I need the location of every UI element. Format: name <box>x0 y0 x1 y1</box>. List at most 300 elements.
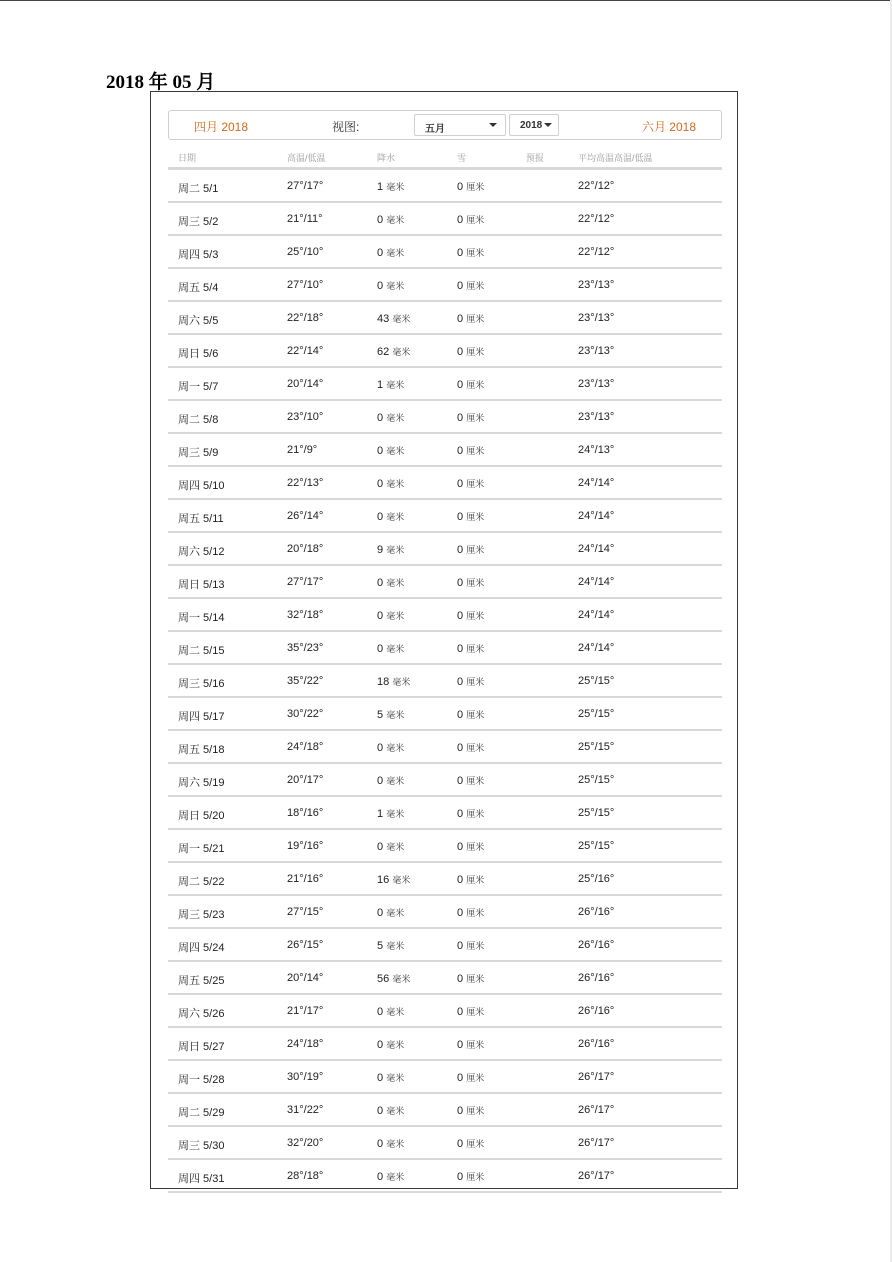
precipitation-value: 0 <box>377 445 384 457</box>
precipitation-cell <box>377 378 404 391</box>
precipitation-unit: 毫米 <box>386 446 405 456</box>
high-low-temp-value: 23°/10° <box>287 411 324 423</box>
high-low-temp-value: 20°/14° <box>287 378 324 390</box>
high-low-temp-value: 21°/9° <box>287 444 318 456</box>
precipitation-unit: 毫米 <box>386 578 405 588</box>
precipitation-cell <box>377 543 404 556</box>
day-date-value: 周四 5/17 <box>178 711 225 723</box>
high-low-temp-value: 24°/18° <box>287 1038 324 1050</box>
high-low-temp-value: 30°/19° <box>287 1071 324 1083</box>
precipitation-value: 0 <box>377 214 384 226</box>
snowfall-cell <box>457 675 484 688</box>
day-date-value: 周一 5/7 <box>178 381 219 393</box>
snowfall-unit: 厘米 <box>466 908 485 918</box>
precipitation-unit: 毫米 <box>386 1139 405 1149</box>
precipitation-cell <box>377 906 404 919</box>
table-row <box>168 269 722 302</box>
high-low-temp-cell <box>287 576 323 588</box>
day-date-cell <box>178 312 218 328</box>
average-high-low-cell <box>578 675 614 687</box>
day-date-cell <box>178 180 218 196</box>
average-high-low-cell <box>578 444 614 456</box>
snowfall-value: 0 <box>457 1105 464 1117</box>
precipitation-value: 0 <box>377 511 384 523</box>
precipitation-cell <box>377 972 410 985</box>
view-label: 视图: <box>332 120 360 134</box>
precipitation-value: 0 <box>377 577 384 589</box>
precipitation-value: 5 <box>377 709 384 721</box>
table-row <box>168 368 722 401</box>
calendar-toolbar <box>168 110 722 140</box>
day-date-cell <box>178 1137 224 1153</box>
day-date-cell <box>178 972 224 988</box>
precipitation-cell <box>377 510 404 523</box>
average-high-low-value: 26°/16° <box>578 972 615 984</box>
high-low-temp-value: 30°/22° <box>287 708 324 720</box>
high-low-temp-value: 26°/15° <box>287 939 324 951</box>
day-date-cell <box>178 642 224 658</box>
table-row <box>168 896 722 929</box>
snowfall-unit: 厘米 <box>466 875 485 885</box>
snowfall-cell <box>457 906 484 919</box>
snowfall-unit: 厘米 <box>466 941 485 951</box>
high-low-temp-value: 27°/10° <box>287 279 324 291</box>
snowfall-value: 0 <box>457 379 464 391</box>
month-select-value: 五月 <box>425 124 445 135</box>
table-row <box>168 566 722 599</box>
high-low-temp-value: 31°/22° <box>287 1104 324 1116</box>
snowfall-cell <box>457 840 484 853</box>
average-high-low-value: 23°/13° <box>578 345 615 357</box>
day-date-value: 周五 5/4 <box>178 282 219 294</box>
snowfall-value: 0 <box>457 742 464 754</box>
snowfall-cell <box>457 1170 484 1183</box>
day-date-value: 周四 5/24 <box>178 942 225 954</box>
high-low-temp-cell <box>287 906 323 918</box>
snowfall-cell <box>457 1104 484 1117</box>
average-high-low-cell <box>578 1071 614 1083</box>
snowfall-value: 0 <box>457 874 464 886</box>
precipitation-value: 1 <box>377 808 384 820</box>
high-low-temp-value: 35°/23° <box>287 642 324 654</box>
high-low-temp-cell <box>287 444 317 456</box>
snowfall-unit: 厘米 <box>466 842 485 852</box>
table-row <box>168 533 722 566</box>
average-high-low-value: 24°/14° <box>578 576 615 588</box>
snowfall-unit: 厘米 <box>466 347 485 357</box>
day-date-value: 周三 5/9 <box>178 447 219 459</box>
snowfall-unit: 厘米 <box>466 809 485 819</box>
day-date-value: 周六 5/5 <box>178 315 219 327</box>
high-low-temp-cell <box>287 279 323 291</box>
snowfall-cell <box>457 774 484 787</box>
average-high-low-value: 25°/15° <box>578 708 615 720</box>
high-low-temp-cell <box>287 477 323 489</box>
average-high-low-cell <box>578 180 614 192</box>
snowfall-unit: 厘米 <box>466 743 485 753</box>
high-low-temp-value: 22°/13° <box>287 477 324 489</box>
snowfall-unit: 厘米 <box>466 611 485 621</box>
month-select[interactable] <box>414 114 506 136</box>
average-high-low-cell <box>578 279 614 291</box>
snowfall-value: 0 <box>457 808 464 820</box>
snowfall-unit: 厘米 <box>466 248 485 258</box>
average-high-low-value: 25°/15° <box>578 807 615 819</box>
precipitation-value: 16 <box>377 874 390 886</box>
snowfall-value: 0 <box>457 643 464 655</box>
average-high-low-value: 24°/14° <box>578 609 615 621</box>
average-high-low-cell <box>578 609 614 621</box>
snowfall-value: 0 <box>457 610 464 622</box>
day-date-value: 周六 5/12 <box>178 546 225 558</box>
average-high-low-cell <box>578 840 614 852</box>
average-high-low-value: 26°/17° <box>578 1071 615 1083</box>
snowfall-value: 0 <box>457 280 464 292</box>
day-date-value: 周日 5/6 <box>178 348 219 360</box>
table-row <box>168 434 722 467</box>
snowfall-value: 0 <box>457 181 464 193</box>
high-low-temp-value: 20°/14° <box>287 972 324 984</box>
table-row <box>168 665 722 698</box>
snowfall-value: 0 <box>457 214 464 226</box>
day-date-value: 周日 5/13 <box>178 579 225 591</box>
average-high-low-value: 25°/16° <box>578 873 615 885</box>
average-high-low-cell <box>578 774 614 786</box>
precipitation-cell <box>377 939 404 952</box>
day-date-cell <box>178 675 224 691</box>
average-high-low-cell <box>578 246 614 258</box>
snowfall-cell <box>457 180 484 193</box>
column-header-forecast: 预报 <box>526 153 545 163</box>
average-high-low-value: 24°/13° <box>578 444 615 456</box>
day-date-value: 周二 5/8 <box>178 414 219 426</box>
average-high-low-cell <box>578 1104 614 1116</box>
precipitation-unit: 毫米 <box>386 545 405 555</box>
page-heading: 2018 年 05 月 <box>106 72 216 93</box>
precipitation-unit: 毫米 <box>386 908 405 918</box>
high-low-temp-value: 32°/20° <box>287 1137 324 1149</box>
high-low-temp-cell <box>287 1071 323 1083</box>
day-date-value: 周二 5/22 <box>178 876 225 888</box>
day-date-cell <box>178 213 218 229</box>
snowfall-value: 0 <box>457 1039 464 1051</box>
average-high-low-value: 26°/16° <box>578 1038 615 1050</box>
snowfall-unit: 厘米 <box>466 1172 485 1182</box>
high-low-temp-cell <box>287 972 323 984</box>
precipitation-value: 0 <box>377 280 384 292</box>
snowfall-unit: 厘米 <box>466 215 485 225</box>
snowfall-unit: 厘米 <box>466 578 485 588</box>
day-date-value: 周一 5/21 <box>178 843 225 855</box>
precipitation-cell <box>377 1104 404 1117</box>
high-low-temp-value: 27°/17° <box>287 576 324 588</box>
precipitation-cell <box>377 609 404 622</box>
average-high-low-cell <box>578 642 614 654</box>
precipitation-unit: 毫米 <box>386 380 405 390</box>
high-low-temp-value: 27°/17° <box>287 180 324 192</box>
snowfall-unit: 厘米 <box>466 776 485 786</box>
high-low-temp-cell <box>287 609 323 621</box>
precipitation-unit: 毫米 <box>386 479 405 489</box>
precipitation-unit: 毫米 <box>386 281 405 291</box>
precipitation-cell <box>377 840 404 853</box>
average-high-low-value: 23°/13° <box>578 378 615 390</box>
snowfall-value: 0 <box>457 445 464 457</box>
snowfall-unit: 厘米 <box>466 380 485 390</box>
day-date-value: 周五 5/18 <box>178 744 225 756</box>
table-row <box>168 302 722 335</box>
average-high-low-value: 24°/14° <box>578 543 615 555</box>
day-date-value: 周六 5/26 <box>178 1008 225 1020</box>
table-row <box>168 236 722 269</box>
precipitation-unit: 毫米 <box>386 413 405 423</box>
average-high-low-cell <box>578 741 614 753</box>
day-date-cell <box>178 873 224 889</box>
snowfall-cell <box>457 807 484 820</box>
day-date-cell <box>178 1170 224 1186</box>
snowfall-unit: 厘米 <box>466 545 485 555</box>
average-high-low-value: 26°/17° <box>578 1137 615 1149</box>
day-date-cell <box>178 444 218 460</box>
snowfall-unit: 厘米 <box>466 1007 485 1017</box>
precipitation-cell <box>377 774 404 787</box>
snowfall-value: 0 <box>457 412 464 424</box>
high-low-temp-value: 20°/18° <box>287 543 324 555</box>
precipitation-cell <box>377 1038 404 1051</box>
snowfall-unit: 厘米 <box>466 1106 485 1116</box>
average-high-low-cell <box>578 543 614 555</box>
precipitation-value: 0 <box>377 841 384 853</box>
snowfall-cell <box>457 972 484 985</box>
column-header-date: 日期 <box>178 153 197 163</box>
high-low-temp-cell <box>287 213 323 225</box>
snowfall-value: 0 <box>457 313 464 325</box>
day-date-cell <box>178 411 218 427</box>
precipitation-value: 56 <box>377 973 390 985</box>
precipitation-unit: 毫米 <box>392 347 411 357</box>
average-high-low-value: 23°/13° <box>578 279 615 291</box>
high-low-temp-cell <box>287 411 323 423</box>
average-high-low-value: 22°/12° <box>578 180 615 192</box>
snowfall-unit: 厘米 <box>466 512 485 522</box>
precipitation-value: 0 <box>377 412 384 424</box>
precipitation-cell <box>377 1137 404 1150</box>
high-low-temp-cell <box>287 1038 323 1050</box>
snowfall-value: 0 <box>457 1072 464 1084</box>
precipitation-unit: 毫米 <box>386 710 405 720</box>
column-header-average: 平均高温高温/低温 <box>578 153 653 163</box>
precipitation-unit: 毫米 <box>386 512 405 522</box>
average-high-low-value: 22°/12° <box>578 246 615 258</box>
snowfall-value: 0 <box>457 841 464 853</box>
average-high-low-value: 26°/16° <box>578 1005 615 1017</box>
high-low-temp-cell <box>287 807 323 819</box>
snowfall-unit: 厘米 <box>466 677 485 687</box>
day-date-value: 周一 5/14 <box>178 612 225 624</box>
high-low-temp-cell <box>287 873 323 885</box>
day-date-cell <box>178 510 224 526</box>
precipitation-unit: 毫米 <box>386 1040 405 1050</box>
high-low-temp-value: 28°/18° <box>287 1170 324 1182</box>
high-low-temp-cell <box>287 345 323 357</box>
high-low-temp-cell <box>287 1005 323 1017</box>
precipitation-unit: 毫米 <box>386 1172 405 1182</box>
average-high-low-value: 25°/15° <box>578 840 615 852</box>
snowfall-cell <box>457 543 484 556</box>
snowfall-unit: 厘米 <box>466 1040 485 1050</box>
precipitation-value: 0 <box>377 1105 384 1117</box>
precipitation-cell <box>377 741 404 754</box>
day-date-value: 周三 5/16 <box>178 678 225 690</box>
table-row <box>168 170 722 203</box>
day-date-cell <box>178 774 224 790</box>
snowfall-value: 0 <box>457 577 464 589</box>
snowfall-value: 0 <box>457 973 464 985</box>
day-date-cell <box>178 1005 224 1021</box>
day-date-cell <box>178 609 224 625</box>
average-high-low-value: 26°/16° <box>578 906 615 918</box>
day-date-value: 周日 5/20 <box>178 810 225 822</box>
table-row <box>168 731 722 764</box>
day-date-cell <box>178 576 224 592</box>
day-date-value: 周三 5/2 <box>178 216 219 228</box>
precipitation-value: 0 <box>377 643 384 655</box>
day-date-value: 周一 5/28 <box>178 1074 225 1086</box>
high-low-temp-value: 24°/18° <box>287 741 324 753</box>
precipitation-value: 9 <box>377 544 384 556</box>
table-row <box>168 1094 722 1127</box>
caret-down-icon <box>489 123 497 127</box>
precipitation-cell <box>377 708 404 721</box>
table-row <box>168 467 722 500</box>
average-high-low-cell <box>578 1137 614 1149</box>
average-high-low-cell <box>578 939 614 951</box>
precipitation-unit: 毫米 <box>386 215 405 225</box>
day-date-cell <box>178 279 218 295</box>
high-low-temp-value: 18°/16° <box>287 807 324 819</box>
next-month-link[interactable]: 六月 2018 <box>641 120 696 134</box>
snowfall-value: 0 <box>457 1006 464 1018</box>
snowfall-unit: 厘米 <box>466 281 485 291</box>
high-low-temp-cell <box>287 840 323 852</box>
table-row <box>168 962 722 995</box>
high-low-temp-cell <box>287 510 323 522</box>
day-date-cell <box>178 939 224 955</box>
precipitation-unit: 毫米 <box>392 875 411 885</box>
precipitation-cell <box>377 246 404 259</box>
table-row <box>168 1061 722 1094</box>
precipitation-value: 43 <box>377 313 390 325</box>
high-low-temp-cell <box>287 1170 323 1182</box>
precipitation-value: 0 <box>377 907 384 919</box>
snowfall-cell <box>457 642 484 655</box>
precipitation-cell <box>377 1005 404 1018</box>
day-date-cell <box>178 1071 224 1087</box>
day-date-value: 周四 5/3 <box>178 249 219 261</box>
precipitation-unit: 毫米 <box>386 182 405 192</box>
precipitation-cell <box>377 576 404 589</box>
high-low-temp-cell <box>287 708 323 720</box>
high-low-temp-value: 25°/10° <box>287 246 324 258</box>
average-high-low-cell <box>578 906 614 918</box>
average-high-low-cell <box>578 708 614 720</box>
snowfall-value: 0 <box>457 478 464 490</box>
snowfall-cell <box>457 345 484 358</box>
snowfall-unit: 厘米 <box>466 710 485 720</box>
table-row <box>168 929 722 962</box>
snowfall-value: 0 <box>457 709 464 721</box>
precipitation-value: 1 <box>377 379 384 391</box>
precipitation-value: 0 <box>377 478 384 490</box>
day-date-cell <box>178 345 218 361</box>
snowfall-cell <box>457 609 484 622</box>
precipitation-cell <box>377 873 410 886</box>
snowfall-cell <box>457 477 484 490</box>
day-date-value: 周日 5/27 <box>178 1041 225 1053</box>
high-low-temp-value: 20°/17° <box>287 774 324 786</box>
snowfall-cell <box>457 939 484 952</box>
snowfall-cell <box>457 444 484 457</box>
table-row <box>168 995 722 1028</box>
high-low-temp-cell <box>287 939 323 951</box>
average-high-low-value: 26°/16° <box>578 939 615 951</box>
average-high-low-cell <box>578 213 614 225</box>
day-date-value: 周六 5/19 <box>178 777 225 789</box>
snowfall-unit: 厘米 <box>466 1073 485 1083</box>
table-row <box>168 401 722 434</box>
table-row <box>168 1028 722 1061</box>
snowfall-cell <box>457 576 484 589</box>
snowfall-value: 0 <box>457 676 464 688</box>
average-high-low-value: 25°/15° <box>578 675 615 687</box>
day-date-cell <box>178 378 218 394</box>
snowfall-value: 0 <box>457 1138 464 1150</box>
high-low-temp-value: 35°/22° <box>287 675 324 687</box>
average-high-low-value: 26°/17° <box>578 1170 615 1182</box>
day-date-value: 周二 5/1 <box>178 183 219 195</box>
year-select-value: 2018 <box>520 120 543 131</box>
average-high-low-cell <box>578 1005 614 1017</box>
table-row <box>168 797 722 830</box>
column-header-high-low: 高温/低温 <box>287 153 326 163</box>
snowfall-cell <box>457 246 484 259</box>
snowfall-value: 0 <box>457 544 464 556</box>
column-header-snow: 雪 <box>457 153 467 163</box>
day-date-value: 周二 5/29 <box>178 1107 225 1119</box>
prev-month-link[interactable]: 四月 2018 <box>194 120 249 134</box>
snowfall-unit: 厘米 <box>466 974 485 984</box>
snowfall-cell <box>457 1071 484 1084</box>
precipitation-cell <box>377 807 404 820</box>
snowfall-value: 0 <box>457 247 464 259</box>
year-select[interactable] <box>509 114 559 136</box>
precipitation-unit: 毫米 <box>386 1106 405 1116</box>
high-low-temp-value: 26°/14° <box>287 510 324 522</box>
day-date-cell <box>178 1104 224 1120</box>
high-low-temp-cell <box>287 312 323 324</box>
precipitation-cell <box>377 675 410 688</box>
precipitation-value: 18 <box>377 676 390 688</box>
day-date-cell <box>178 477 224 493</box>
average-high-low-cell <box>578 873 614 885</box>
day-date-cell <box>178 840 224 856</box>
day-date-cell <box>178 807 224 823</box>
day-date-value: 周三 5/30 <box>178 1140 225 1152</box>
day-date-value: 周二 5/15 <box>178 645 225 657</box>
high-low-temp-value: 21°/17° <box>287 1005 324 1017</box>
precipitation-unit: 毫米 <box>386 743 405 753</box>
precipitation-cell <box>377 444 404 457</box>
